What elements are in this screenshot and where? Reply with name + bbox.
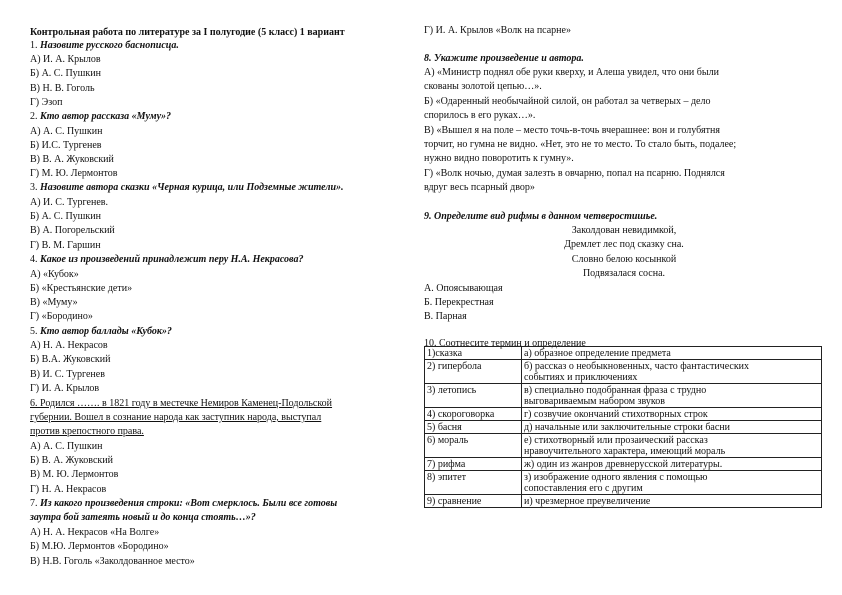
definition-line: г) созвучие окончаний стихотворных строк xyxy=(524,409,708,420)
poem-line: Заколдован невидимкой, xyxy=(571,225,677,236)
answer-option: Б) А. С. Пушкин xyxy=(30,68,101,79)
definition-cell xyxy=(522,421,822,434)
question-2 xyxy=(30,111,171,123)
term-cell: 6) мораль xyxy=(425,434,522,458)
passage-line: Б) «Одаренный необычайной силой, он работал за четверых – дело xyxy=(424,96,711,107)
table-row xyxy=(425,495,822,508)
question-number: 3. xyxy=(30,182,38,193)
answer-option: В. Парная xyxy=(424,311,467,322)
question-8-title: 8. Укажите произведение и автора. xyxy=(424,53,584,64)
answer-option: Г) «Бородино» xyxy=(30,311,93,322)
question-text: Назовите русского баснописца. xyxy=(40,40,179,51)
answer-option: Б) В.А. Жуковский xyxy=(30,354,111,365)
definition-cell xyxy=(522,347,822,360)
answer-option: Г) И. А. Крылов «Волк на псарне» xyxy=(424,25,571,36)
definition-line: ж) один из жанров древнерусской литературы. xyxy=(524,459,723,470)
definition-cell xyxy=(522,495,822,508)
term-cell: 7) рифма xyxy=(425,458,522,471)
poem-line: Словно белою косынкой xyxy=(571,254,677,265)
definition-cell xyxy=(522,360,822,384)
answer-option: Б) И.С. Тургенев xyxy=(30,140,102,151)
question-text: Из какого произведения строки: «Вот смерклось. Были все готовы xyxy=(40,498,338,509)
answer-option: В) Н. В. Гоголь xyxy=(30,83,95,94)
passage-line: торчит, но гумна не видно. «Нет, это не то место. То стало быть, подалее; xyxy=(424,139,737,150)
answer-option: Б) А. С. Пушкин xyxy=(30,211,101,222)
table-row xyxy=(425,421,822,434)
passage-line: нужно видно поворотить к гумну». xyxy=(424,153,574,164)
answer-option: А) Н. А. Некрасов «На Волге» xyxy=(30,527,160,538)
definition-cell xyxy=(522,434,822,458)
definition-line: б) рассказ о необыкновенных, часто фантастических xyxy=(524,361,750,372)
question-number: 1. xyxy=(30,40,38,51)
answer-option: В) М. Ю. Лермонтов xyxy=(30,469,119,480)
question-number: 7. xyxy=(30,498,38,509)
passage-line: вдруг весь псарный двор» xyxy=(424,182,535,193)
definition-cell xyxy=(522,471,822,495)
answer-option: Г) В. М. Гаршин xyxy=(30,240,101,251)
question-number: 4. xyxy=(30,254,38,265)
definition-line: з) изображение одного явления с помощью xyxy=(524,472,708,483)
term-cell: 3) летопись xyxy=(425,384,522,408)
answer-option: Г) Н. А. Некрасов xyxy=(30,484,107,495)
definition-line: сопоставления его с другим xyxy=(524,483,643,494)
definition-line: в) специально подобранная фраза с трудно xyxy=(524,385,707,396)
table-row xyxy=(425,360,822,384)
term-cell: 9) сравнение xyxy=(425,495,522,508)
table-row xyxy=(425,458,822,471)
answer-option: Б) «Крестьянские дети» xyxy=(30,283,133,294)
question-5 xyxy=(30,326,172,338)
answer-option: Б) В. А. Жуковский xyxy=(30,455,113,466)
terms-table xyxy=(424,346,822,508)
table-row xyxy=(425,434,822,458)
question-10-title: 10. Соотнесите термин и определение xyxy=(424,338,586,349)
definition-line: выговариваемым набором звуков xyxy=(524,396,665,407)
answer-option: В) И. С. Тургенев xyxy=(30,369,105,380)
answer-option: Г) Эзоп xyxy=(30,97,63,108)
question-text: Какое из произведений принадлежит перу Н.А. Некрасова? xyxy=(40,254,304,265)
definition-cell xyxy=(522,384,822,408)
answer-option: Б) М.Ю. Лермонтов «Бородино» xyxy=(30,541,169,552)
passage-line: Г) «Волк ночью, думая залезть в овчарню, попал на псарню. Поднялся xyxy=(424,168,725,179)
answer-option: В) А. Погорельский xyxy=(30,225,115,236)
question-6-line: против крепостного права. xyxy=(30,426,144,437)
answer-option: А) И. А. Крылов xyxy=(30,54,101,65)
poem-line: Дремлет лес под сказку сна. xyxy=(564,239,684,250)
answer-option: Б. Перекрестная xyxy=(424,297,494,308)
definition-line: е) стихотворный или прозаический рассказ xyxy=(524,435,708,446)
definition-line: нравоучительного характера, имеющий мораль xyxy=(524,446,726,457)
table-row xyxy=(425,471,822,495)
question-7 xyxy=(30,498,337,510)
question-text: Кто автор рассказа «Муму»? xyxy=(40,111,172,122)
passage-line: А) «Министр поднял обе руки кверху, и Алеша увидел, что они были xyxy=(424,67,719,78)
answer-option: В) Н.В. Гоголь «Заколдованное место» xyxy=(30,556,195,567)
table-row xyxy=(425,347,822,360)
term-cell: 2) гипербола xyxy=(425,360,522,384)
question-text: Кто автор баллады «Кубок»? xyxy=(40,326,172,337)
question-6-line: 6. Родился ……. в 1821 году в местечке Немиров Каменец-Подольской xyxy=(30,398,333,409)
question-number: 5. xyxy=(30,326,38,337)
question-text: заутра бой затеять новый и до конца стоять…»? xyxy=(30,512,256,523)
answer-option: А) И. С. Тургенев. xyxy=(30,197,108,208)
answer-option: Г) М. Ю. Лермонтов xyxy=(30,168,118,179)
question-number: 2. xyxy=(30,111,38,122)
term-cell: 5) басня xyxy=(425,421,522,434)
definition-cell xyxy=(522,458,822,471)
definition-line: событиях и приключениях xyxy=(524,372,638,383)
answer-option: А) «Кубок» xyxy=(30,269,79,280)
passage-line: спорилось в его руках…». xyxy=(424,110,536,121)
definition-cell xyxy=(522,408,822,421)
poem-line: Подвязалася сосна. xyxy=(582,268,666,279)
answer-option: В) В. А. Жуковский xyxy=(30,154,114,165)
question-text: Назовите автора сказки «Черная курица, или Подземные жители». xyxy=(40,182,344,193)
term-cell: 8) эпитет xyxy=(425,471,522,495)
answer-option: А) А. С. Пушкин xyxy=(30,126,103,137)
table-row xyxy=(425,408,822,421)
answer-option: А. Опоясывающая xyxy=(424,283,503,294)
passage-line: скованы золотой цепью…». xyxy=(424,81,542,92)
answer-option: А) А. С. Пушкин xyxy=(30,441,103,452)
question-1 xyxy=(30,40,179,52)
table-row xyxy=(425,384,822,408)
question-6-line: губернии. Вошел в сознание народа как заступник народа, выступал xyxy=(30,412,322,423)
question-4 xyxy=(30,254,303,266)
answer-option: Г) И. А. Крылов xyxy=(30,383,100,394)
definition-line: а) образное определение предмета xyxy=(524,348,671,359)
question-9-title: 9. Определите вид рифмы в данном четверостишье. xyxy=(424,211,658,222)
term-cell: 4) скороговорка xyxy=(425,408,522,421)
answer-option: А) Н. А. Некрасов xyxy=(30,340,108,351)
answer-option: В) «Муму» xyxy=(30,297,78,308)
passage-line: В) «Вышел я на поле – место точь-в-точь вчерашнее: вон и голубятня xyxy=(424,125,720,136)
term-cell: 1)сказка xyxy=(425,347,522,360)
definition-line: и) чрезмерное преувеличение xyxy=(524,496,651,507)
test-title: Контрольная работа по литературе за I полугодие (5 класс) 1 вариант xyxy=(30,27,345,38)
question-3 xyxy=(30,182,344,194)
definition-line: д) начальные или заключительные строки басни xyxy=(524,422,731,433)
